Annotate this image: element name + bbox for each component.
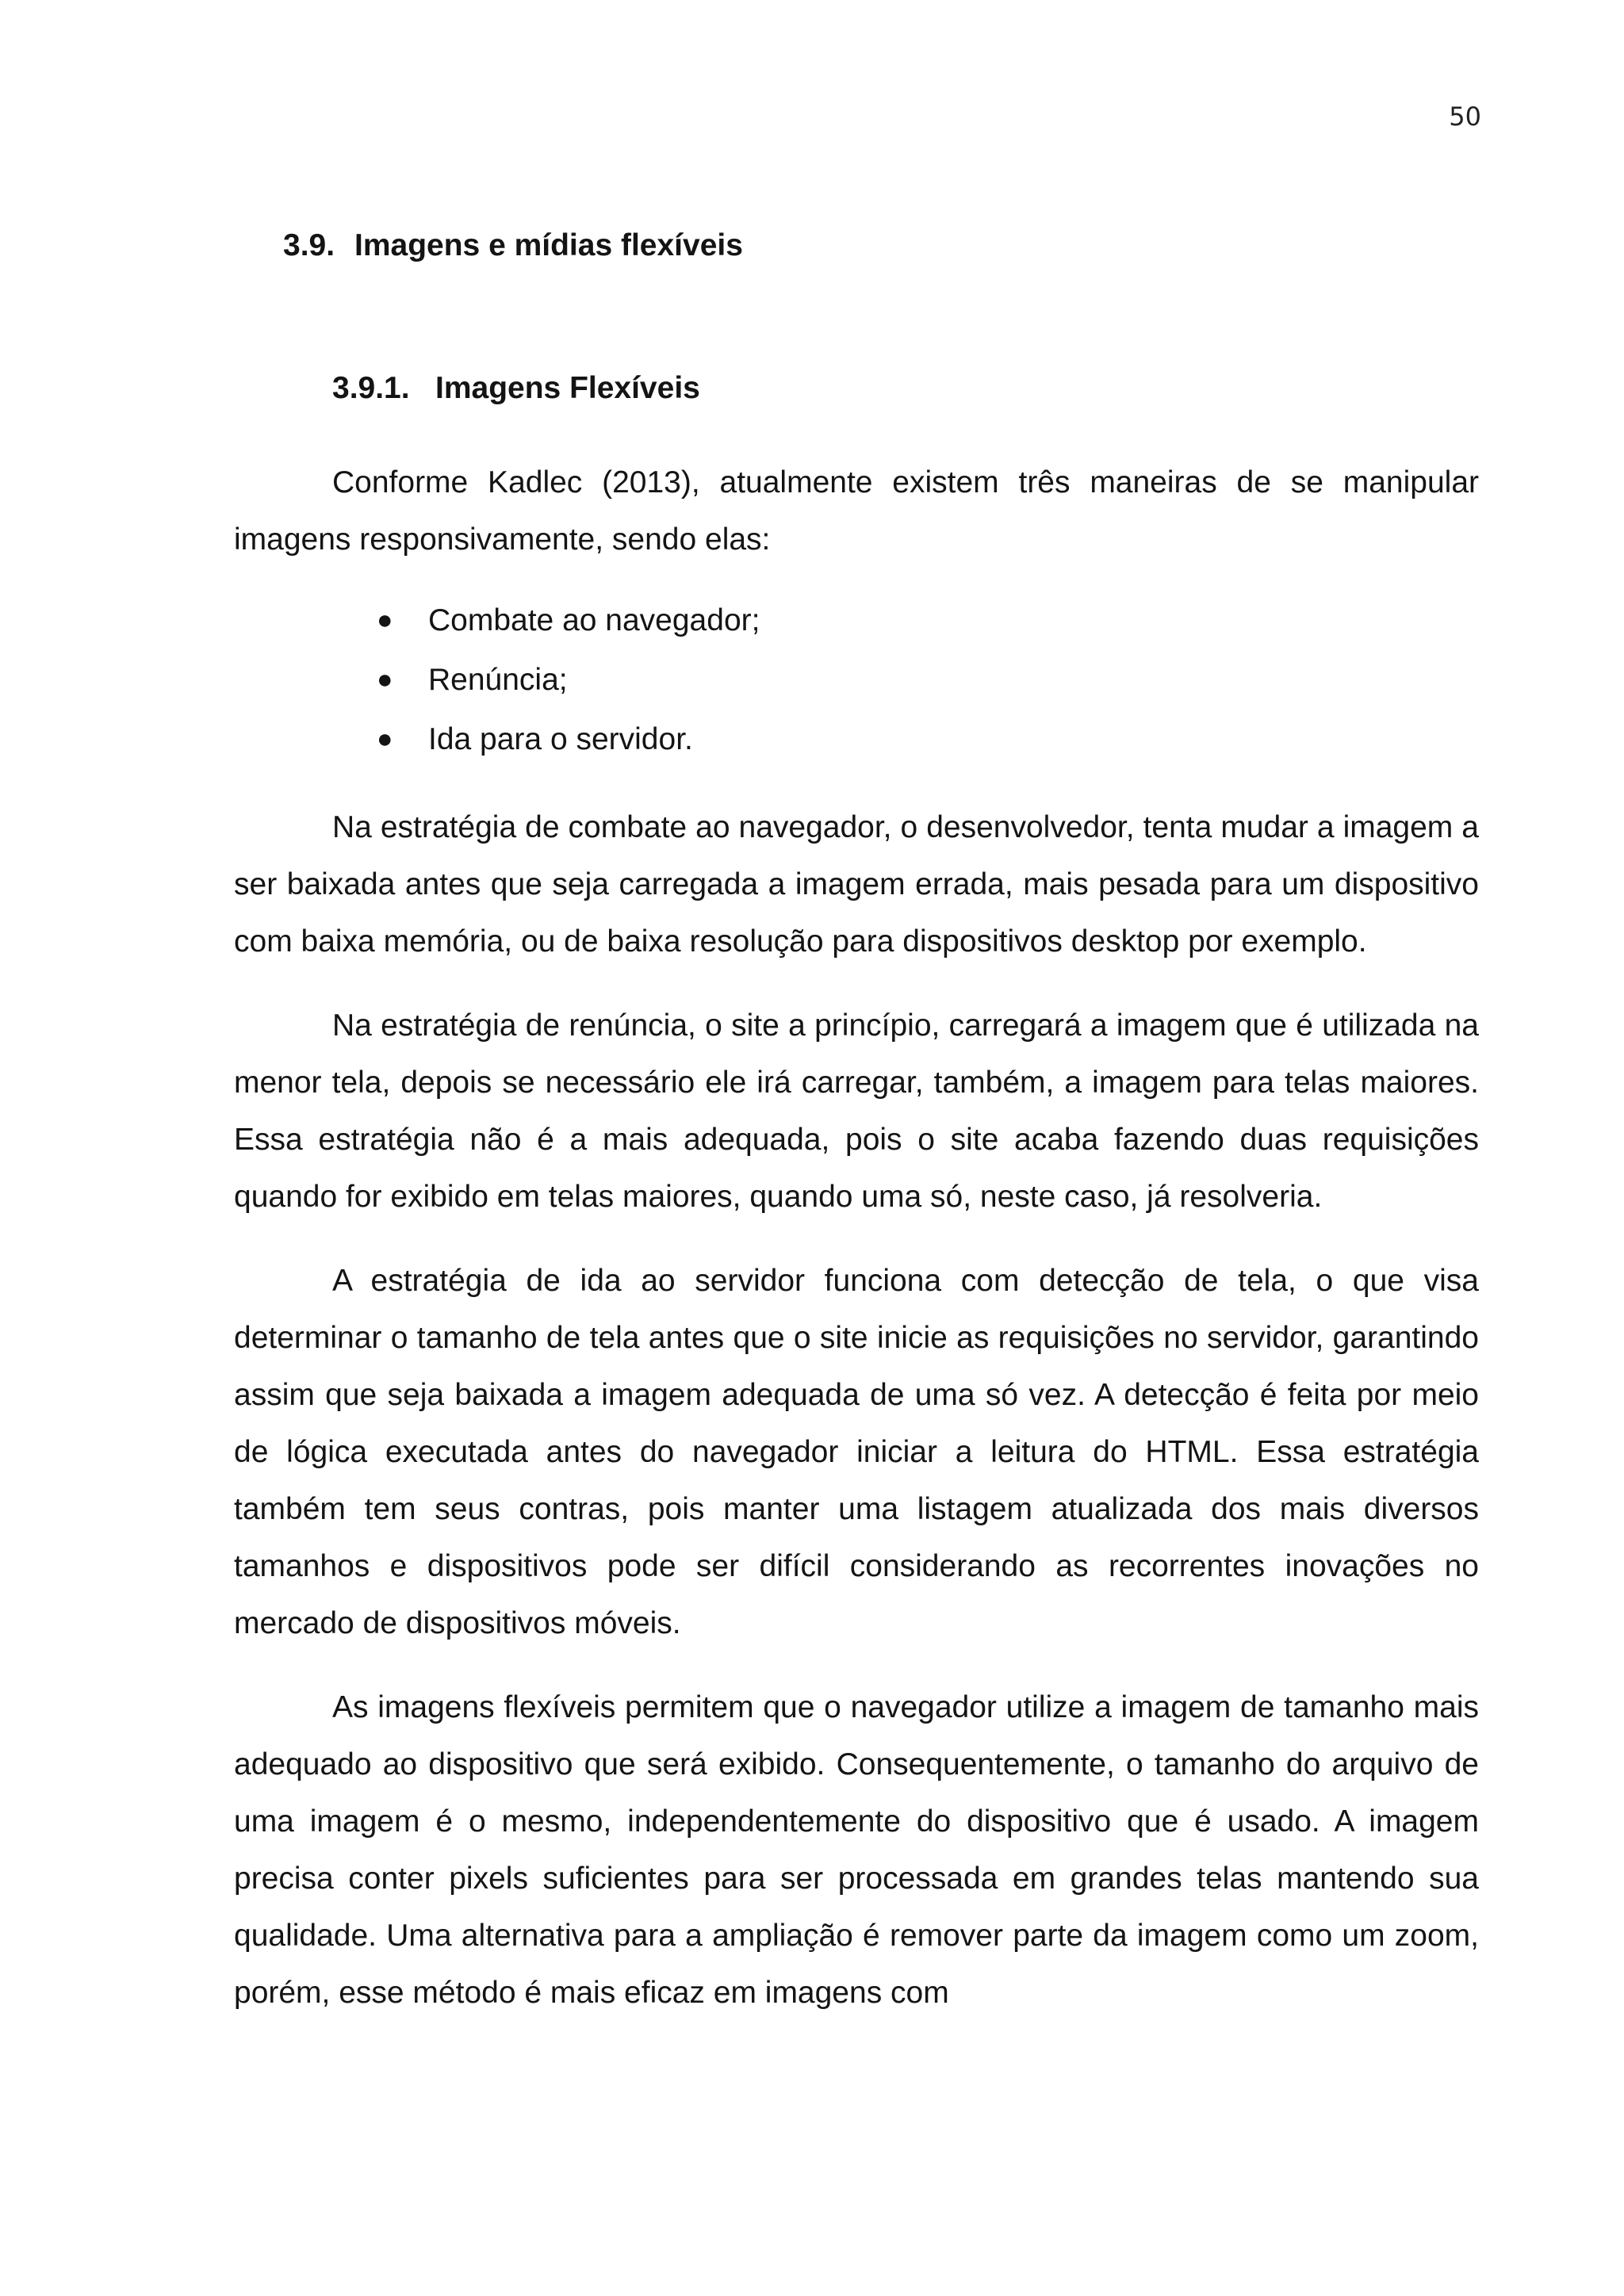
- list-item-text: Ida para o servidor.: [428, 722, 693, 756]
- subsection-title: Imagens Flexíveis: [435, 371, 700, 405]
- list-item: [234, 710, 1479, 769]
- section-title: Imagens e mídias flexíveis: [354, 228, 743, 262]
- paragraph-flexible-images: As imagens flexíveis permitem que o navegador utilize a imagem de tamanho mais adequado ao dispositivo que será exibido. Consequentemente, o tamanho do arquivo de uma imagem é o mesmo, independentemente do dispositivo que é usado. A imagem precisa conter pixels suficientes para ser processada em grandes telas mantendo sua qualidade. Uma alternativa para a ampliação é remover parte da imagem como um zoom, porém, esse método é mais eficaz em imagens com: [234, 1690, 1479, 2010]
- intro-paragraph: Conforme Kadlec (2013), atualmente existem três maneiras de se manipular imagens responsivamente, sendo elas:: [234, 465, 1479, 557]
- subsection-number: 3.9.1.: [332, 371, 410, 405]
- list-item-text: Combate ao navegador;: [428, 603, 760, 637]
- bullet-icon: ●: [377, 724, 393, 754]
- bullet-list: [234, 591, 1479, 769]
- list-item-text: Renúncia;: [428, 663, 568, 697]
- subsection-heading: [332, 369, 1479, 408]
- list-item: [234, 650, 1479, 710]
- paragraph-renunciation-strategy: Na estratégia de renúncia, o site a princípio, carregará a imagem que é utilizada na menor tela, depois se necessário ele irá carregar, também, a imagem para telas maiores. Essa estratégia não é a mais adequada, pois o site acaba fazendo duas requisições quando for exibido em telas maiores, quando uma só, neste caso, já resolveria.: [234, 1008, 1479, 1214]
- bullet-icon: ●: [377, 664, 393, 695]
- section-number: 3.9.: [283, 228, 335, 262]
- paragraph-server-strategy: A estratégia de ida ao servidor funciona com detecção de tela, o que visa determinar o tamanho de tela antes que o site inicie as requisições no servidor, garantindo assim que seja baixada a imagem adequada de uma só vez. A detecção é feita por meio de lógica executada antes do navegador iniciar a leitura do HTML. Essa estratégia também tem seus contras, pois manter uma listagem atualizada dos mais diversos tamanhos e dispositivos pode ser difícil considerando as recorrentes inovações no mercado de dispositivos móveis.: [234, 1264, 1479, 1640]
- paragraph-browser-strategy: Na estratégia de combate ao navegador, o desenvolvedor, tenta mudar a imagem a ser baixada antes que seja carregada a imagem errada, mais pesada para um dispositivo com baixa memória, ou de baixa resolução para dispositivos desktop por exemplo.: [234, 810, 1479, 959]
- section-heading: [283, 226, 1479, 266]
- page-number: 50: [1449, 101, 1481, 132]
- list-item: [234, 591, 1479, 650]
- document-body: [234, 226, 1479, 2022]
- bullet-icon: ●: [377, 605, 393, 635]
